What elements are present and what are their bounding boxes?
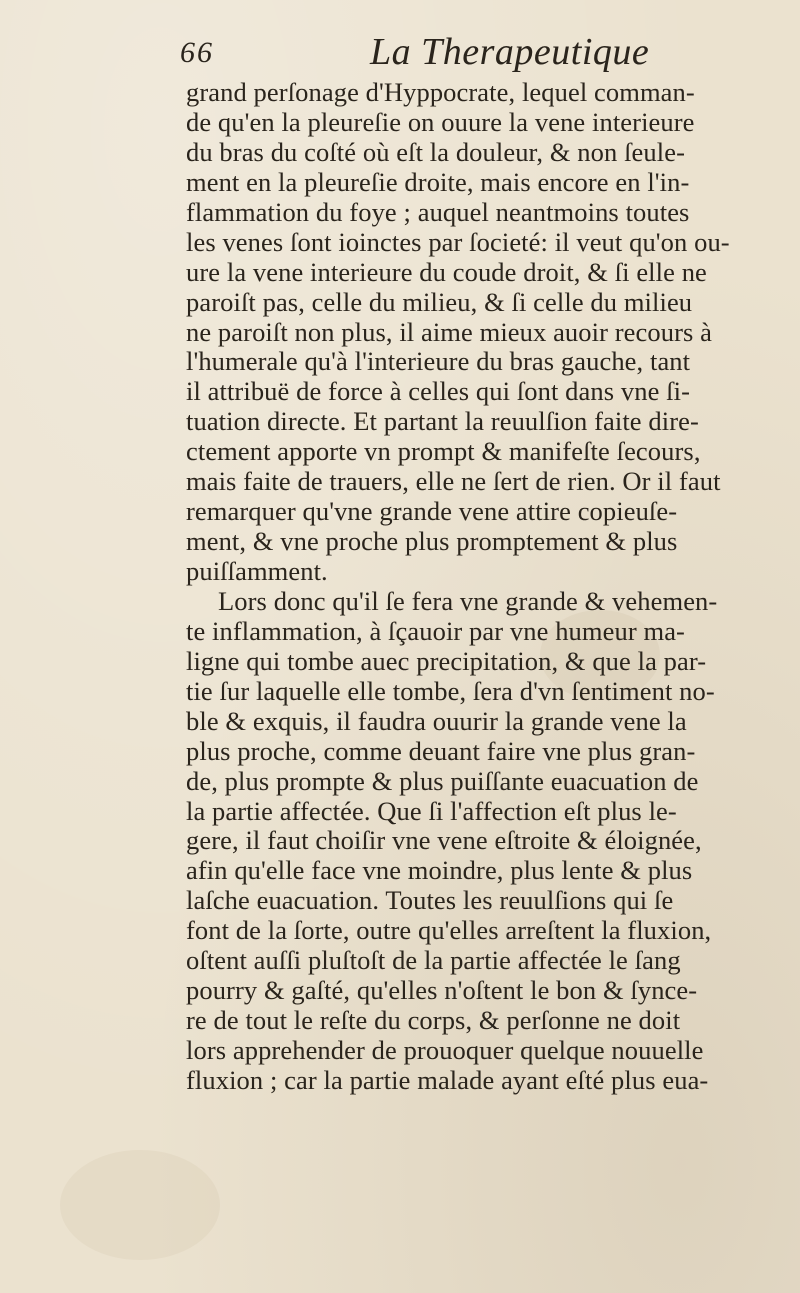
text-line: te inflammation, à ſçauoir par vne humeur ma-	[186, 616, 685, 646]
text-line: ure la vene interieure du coude droit, & ſi elle ne	[186, 257, 707, 287]
paper-stain	[60, 1150, 220, 1260]
text-line: tuation directe. Et partant la reuulſion faite dire-	[186, 407, 699, 437]
body-text	[186, 78, 776, 1096]
text-line: les venes ſont ioinctes par ſocieté: il veut qu'on ou-	[186, 227, 730, 257]
text-line: flammation du foye ; auquel neantmoins toutes	[186, 197, 690, 227]
text-line: font de la ſorte, outre qu'elles arreſtent la fluxion,	[186, 916, 712, 946]
text-line: de, plus prompte & plus puiſſante euacuation de	[186, 766, 699, 796]
text-line: de qu'en la pleureſie on ouure la vene interieure	[186, 107, 695, 137]
text-line: la partie affectée. Que ſi l'affection eſt plus le-	[186, 796, 677, 826]
page-number: 66	[180, 36, 214, 69]
text-line: plus proche, comme deuant faire vne plus gran-	[186, 736, 696, 766]
text-line: remarquer qu'vne grande vene attire copieuſe-	[186, 497, 678, 527]
text-line: ctement apporte vn prompt & manifeſte ſecours,	[186, 437, 701, 467]
text-line: ment en la pleureſie droite, mais encore en l'in-	[186, 167, 690, 197]
text-line: laſche euacuation. Toutes les reuulſions qui ſe	[186, 886, 674, 916]
text-line: ble & exquis, il faudra ouurir la grande vene la	[186, 706, 687, 736]
text-line: tie ſur laquelle elle tombe, ſera d'vn ſentiment no-	[186, 676, 715, 706]
text-line: puiſſamment.	[186, 557, 328, 586]
text-line: l'humerale qu'à l'interieure du bras gauche, tant	[186, 347, 691, 377]
text-line: mais faite de trauers, elle ne ſert de rien. Or il faut	[186, 467, 721, 497]
text-line: ment, & vne proche plus promptement & plus	[186, 527, 678, 557]
page-header	[180, 28, 740, 78]
text-line: oſtent auſſi pluſtoſt de la partie affectée le ſang	[186, 946, 681, 976]
text-line: ligne qui tombe auec precipitation, & que la par-	[186, 646, 707, 676]
text-line: gere, il faut choiſir vne vene eſtroite & éloignée,	[186, 826, 702, 856]
text-line: ne paroiſt non plus, il aime mieux auoir recours à	[186, 317, 713, 347]
text-line: re de tout le reſte du corps, & perſonne ne doit	[186, 1006, 681, 1036]
text-line: pourry & gaſté, qu'elles n'oſtent le bon & ſynce-	[186, 976, 698, 1006]
text-line: il attribuë de force à celles qui ſont dans vne ſi-	[186, 377, 691, 407]
text-line: afin qu'elle face vne moindre, plus lente & plus	[186, 856, 693, 886]
running-title: La Therapeutique	[370, 31, 650, 73]
text-line: fluxion ; car la partie malade ayant eſté plus eua-	[186, 1065, 709, 1095]
text-line: lors apprehender de prouoquer quelque nouuelle	[186, 1036, 704, 1065]
text-line: du bras du coſté où eſt la douleur, & non ſeule-	[186, 137, 686, 167]
text-line: grand perſonage d'Hyppocrate, lequel comman-	[186, 78, 695, 107]
text-line: paroiſt pas, celle du milieu, & ſi celle du milieu	[186, 287, 693, 317]
paragraph-start-line: Lors donc qu'il ſe fera vne grande & vehemen-	[218, 586, 718, 616]
